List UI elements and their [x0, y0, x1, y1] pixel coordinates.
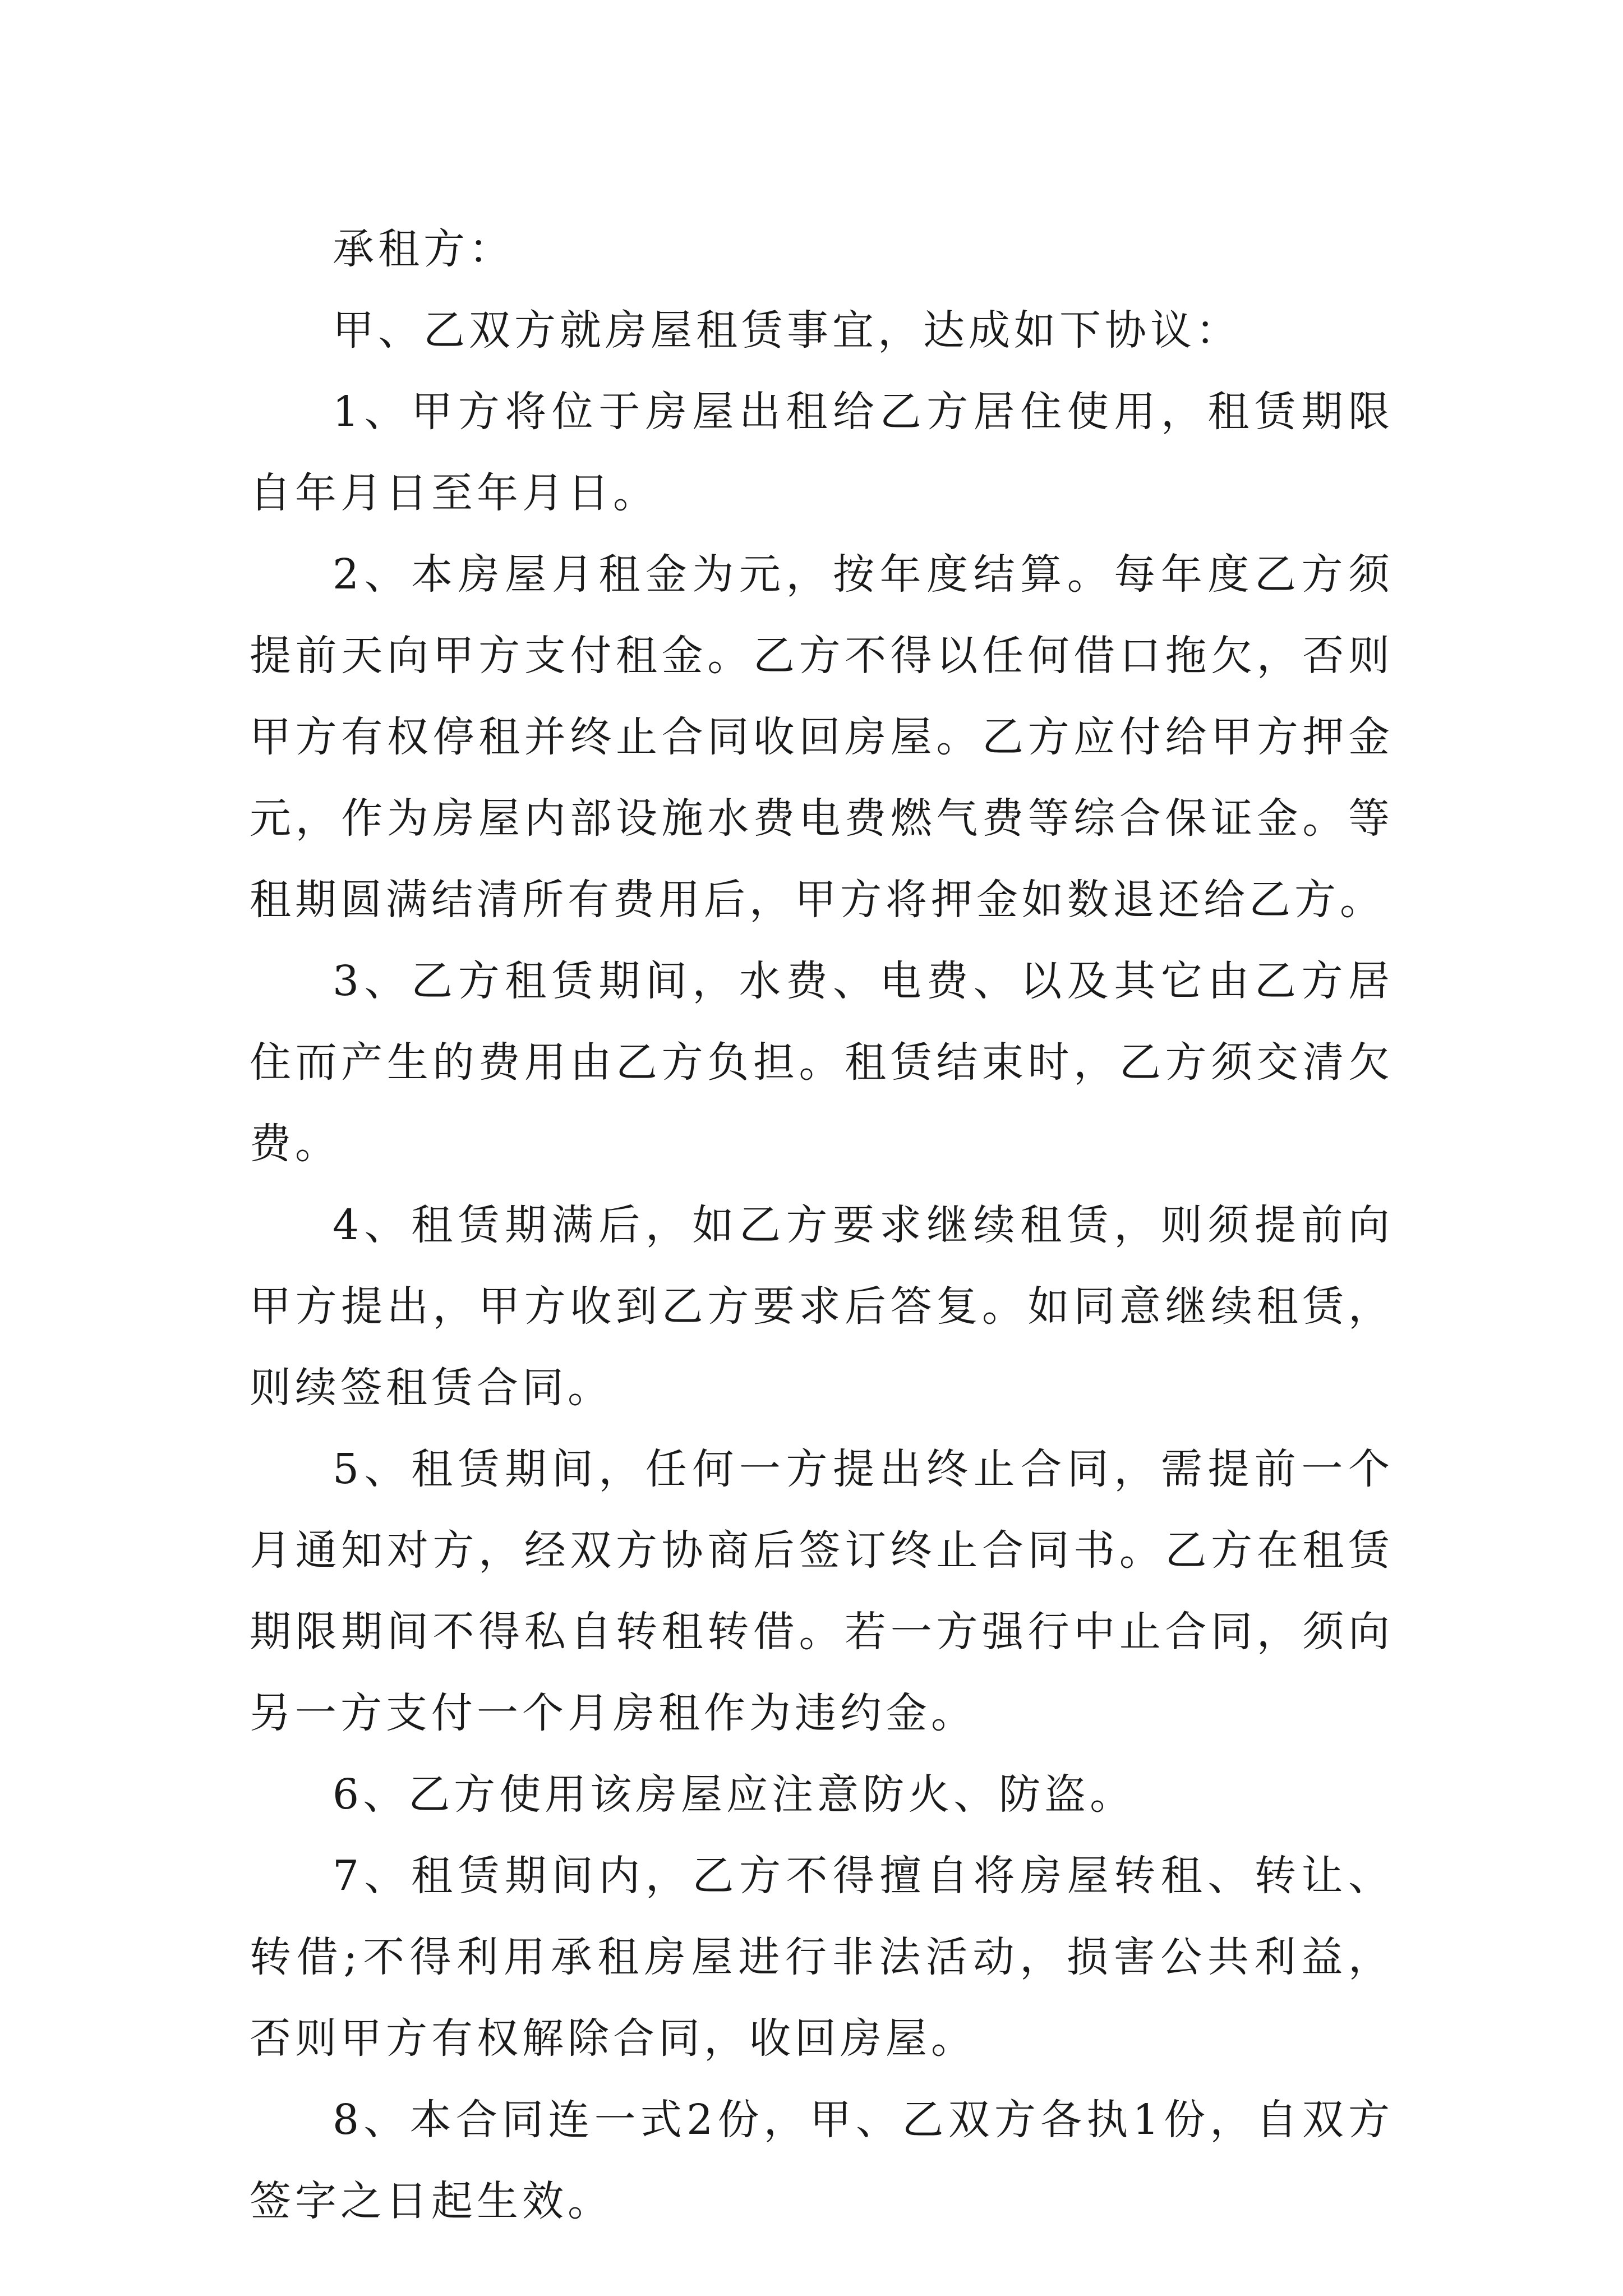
document-body: [250, 209, 1394, 2242]
clause-4: 4、租赁期满后，如乙方要求继续租赁，则须提前向甲方提出，甲方收到乙方要求后答复。如同意继续租赁，则续签租赁合同。: [250, 1201, 1394, 1412]
clause-8: 8、本合同连一式2份，甲、乙双方各执1份，自双方签字之日起生效。: [250, 2096, 1394, 2225]
agreement-intro: 甲、乙双方就房屋租赁事宜，达成如下协议：: [333, 306, 1241, 355]
clause-2: 2、本房屋月租金为元，按年度结算。每年度乙方须提前天向甲方支付租金。乙方不得以任何借口拖欠，否则甲方有权停租并终止合同收回房屋。乙方应付给甲方押金元，作为房屋内部设施水费电费燃气费等综合保证金。等租期圆满结清所有费用后，甲方将押金如数退还给乙方。: [250, 550, 1394, 924]
tenant-line: 承租方：: [333, 225, 514, 273]
clause-7: 7、租赁期间内，乙方不得擅自将房屋转租、转让、转借;不得利用承租房屋进行非法活动，损害公共利益，否则甲方有权解除合同，收回房屋。: [250, 1852, 1394, 2063]
clause-5: 5、租赁期间，任何一方提出终止合同，需提前一个月通知对方，经双方协商后签订终止合同书。乙方在租赁期限期间不得私自转租转借。若一方强行中止合同，须向另一方支付一个月房租作为违约金。: [250, 1445, 1394, 1737]
clause-6: 6、乙方使用该房屋应注意防火、防盗。: [333, 1770, 1136, 1819]
clause-3: 3、乙方租赁期间，水费、电费、以及其它由乙方居住而产生的费用由乙方负担。租赁结束时，乙方须交清欠费。: [250, 957, 1394, 1168]
clause-1: 1、甲方将位于房屋出租给乙方居住使用，租赁期限自年月日至年月日。: [250, 388, 1394, 517]
